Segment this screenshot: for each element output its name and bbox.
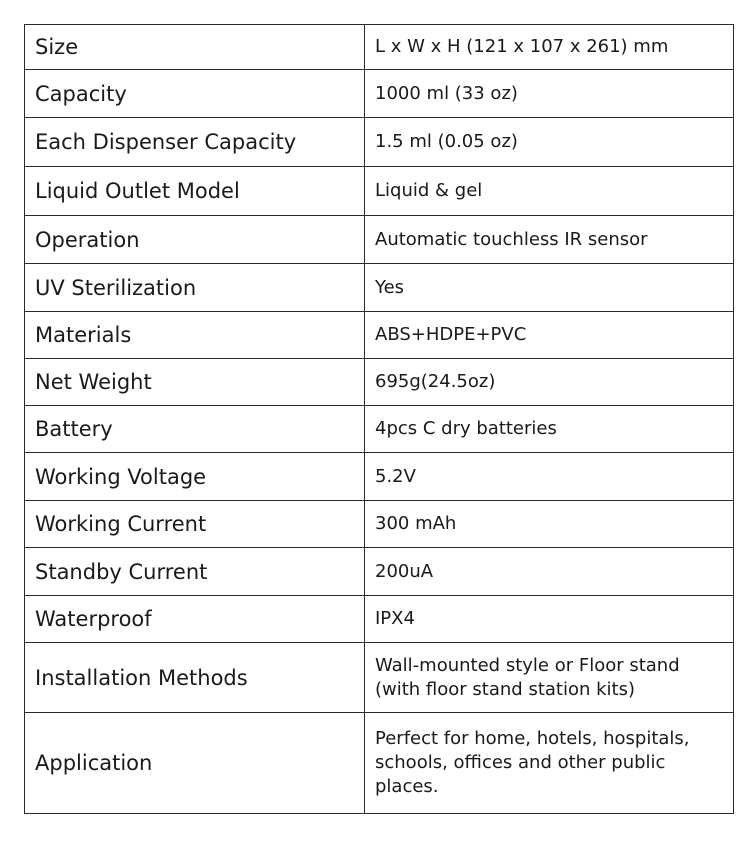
spec-row-installation-methods bbox=[25, 643, 734, 713]
spec-row-liquid-outlet bbox=[25, 167, 734, 216]
spec-row-operation bbox=[25, 216, 734, 264]
spec-value: 200uA bbox=[365, 548, 734, 596]
spec-row-size bbox=[25, 25, 734, 70]
spec-label: UV Sterilization bbox=[25, 264, 365, 312]
spec-value: Perfect for home, hotels, hospitals, schools, offices and other public places. bbox=[365, 713, 734, 814]
spec-label: Size bbox=[25, 25, 365, 70]
spec-row-uv-sterilization bbox=[25, 264, 734, 312]
spec-value: 300 mAh bbox=[365, 501, 734, 548]
spec-value: 1.5 ml (0.05 oz) bbox=[365, 118, 734, 167]
spec-row-dispenser-capacity bbox=[25, 118, 734, 167]
spec-value: Automatic touchless IR sensor bbox=[365, 216, 734, 264]
spec-label: Working Voltage bbox=[25, 453, 365, 501]
spec-table bbox=[24, 24, 734, 814]
spec-value: 4pcs C dry batteries bbox=[365, 406, 734, 453]
spec-label: Standby Current bbox=[25, 548, 365, 596]
spec-label: Each Dispenser Capacity bbox=[25, 118, 365, 167]
spec-row-waterproof bbox=[25, 596, 734, 643]
spec-label: Installation Methods bbox=[25, 643, 365, 713]
spec-row-capacity bbox=[25, 70, 734, 118]
spec-value: L x W x H (121 x 107 x 261) mm bbox=[365, 25, 734, 70]
spec-label: Operation bbox=[25, 216, 365, 264]
spec-label: Capacity bbox=[25, 70, 365, 118]
spec-label: Net Weight bbox=[25, 359, 365, 406]
spec-value: Liquid & gel bbox=[365, 167, 734, 216]
spec-value: ABS+HDPE+PVC bbox=[365, 312, 734, 359]
spec-value: Wall-mounted style or Floor stand (with floor stand station kits) bbox=[365, 643, 734, 713]
spec-label: Materials bbox=[25, 312, 365, 359]
spec-label: Battery bbox=[25, 406, 365, 453]
spec-value: IPX4 bbox=[365, 596, 734, 643]
spec-label: Application bbox=[25, 713, 365, 814]
spec-value: 695g(24.5oz) bbox=[365, 359, 734, 406]
spec-row-working-current bbox=[25, 501, 734, 548]
spec-row-application bbox=[25, 713, 734, 814]
spec-value: 1000 ml (33 oz) bbox=[365, 70, 734, 118]
spec-row-net-weight bbox=[25, 359, 734, 406]
spec-row-standby-current bbox=[25, 548, 734, 596]
spec-value: Yes bbox=[365, 264, 734, 312]
spec-label: Waterproof bbox=[25, 596, 365, 643]
spec-label: Liquid Outlet Model bbox=[25, 167, 365, 216]
spec-row-materials bbox=[25, 312, 734, 359]
spec-row-working-voltage bbox=[25, 453, 734, 501]
spec-value: 5.2V bbox=[365, 453, 734, 501]
spec-label: Working Current bbox=[25, 501, 365, 548]
spec-row-battery bbox=[25, 406, 734, 453]
